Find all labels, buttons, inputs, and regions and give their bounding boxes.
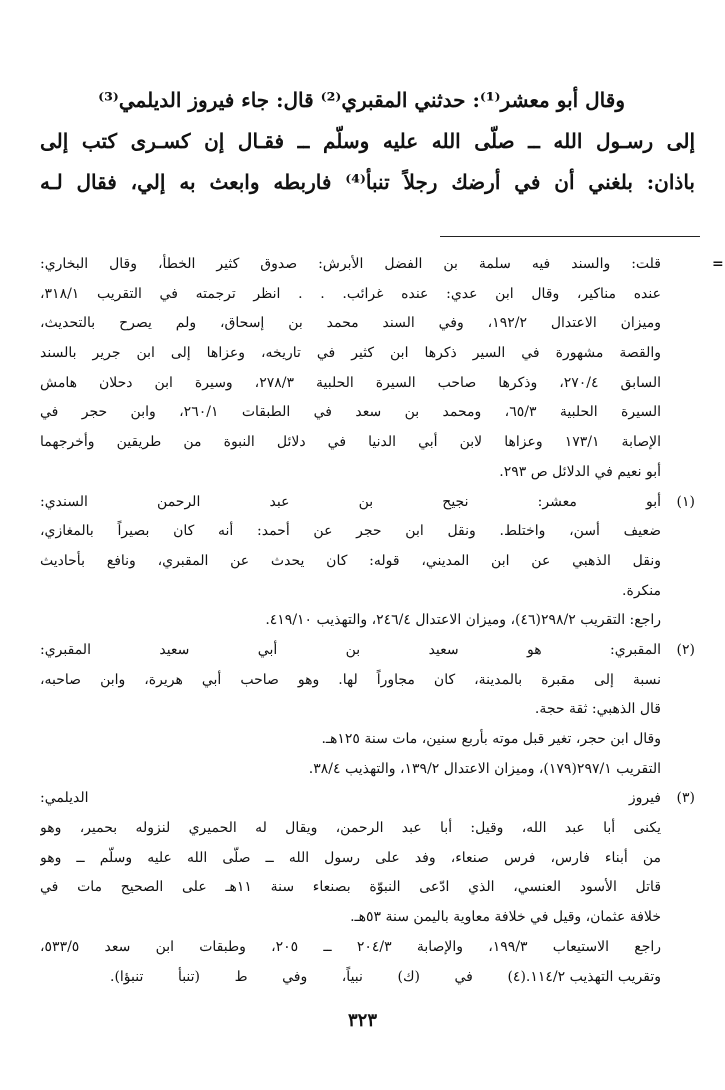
note-line: يكنى أبا عبد الله، وقيل: أبا عبد الرحمن، ويقال له الحميري لنزوله بحمير، وهو — [40, 820, 661, 837]
note-line: التقريب ٢٩٧/١(١٧٩)، وميزان الاعتدال ١٣٩/٢، والتهذيب ٣٨/٤. — [308, 760, 661, 777]
footnote-4: (٤) في (ك) نبياً، وفي ط (تنبأ تنبؤا). — [110, 968, 526, 985]
main-line-2: إلى رسـول الله ــ صلّى الله عليه وسلّم ــ فقـال إن كسـرى كتب إلى — [40, 129, 695, 153]
note-line: منكرة. — [622, 582, 661, 599]
footnote-number: (١) — [676, 493, 695, 510]
footnote-heading: المقبري: هو سعيد بن أبي سعيد المقبري: — [40, 641, 661, 658]
main-line-3: باذان: بلغني أن في أرضك رجلاً تنبأ⁽⁴⁾ فاربطه وابعث به إلي، فقال لـه — [40, 170, 695, 194]
note-line: قال الذهبي: ثقة حجة. — [534, 701, 661, 718]
note-line: راجع الاستيعاب ١٩٩/٣، والإصابة ٢٠٤/٣ ــ ٢٠٥، وطبقات ابن سعد ٥٣٣/٥، — [40, 938, 661, 955]
note-line: نسبة إلى مقبرة بالمدينة، كان مجاوراً لها. وهو صاحب أبي هريرة، وابن صاحبه، — [40, 671, 661, 688]
note-line: عنده مناكير، وقال ابن عدي: عنده غرائب. . . انظر ترجمته في التقريب ٣١٨/١، — [40, 285, 661, 302]
footnote-heading: فيروز الديلمي: — [40, 790, 661, 807]
footnote-heading: أبو معشر: نجيح بن عبد الرحمن السندي: — [40, 493, 661, 510]
note-line: ونقل الذهبي عن ابن المديني، قوله: كان يحدث عن المقبري، ونافع بأحاديث — [40, 552, 661, 569]
main-text — [40, 80, 695, 203]
footnotes — [40, 250, 695, 992]
note-line: قاتل الأسود العنسي، الذي ادّعى النبوّة بصنعاء سنة ١١هـ على الصحيح مات في — [40, 879, 662, 896]
note-line: قلت: والسند فيه سلمة بن الفضل الأبرش: صدوق كثير الخطأ، وقال البخاري: — [40, 256, 661, 272]
continuation-mark: = — [712, 256, 724, 272]
note-line: من أبناء فارس، فرس صنعاء، وفد على رسول الله ــ صلّى الله عليه وسلّم ــ وهو — [40, 849, 661, 866]
note-line: السابق ٢٧٠/٤، وذكرها صاحب السيرة الحلبية ٢٧٨/٣، وسيرة ابن دحلان هامش — [40, 374, 661, 391]
note-line: وميزان الاعتدال ١٩٢/٢، وفي السند محمد بن إسحاق، ولم يصرح بالتحديث، — [40, 315, 661, 332]
main-line-1: وقال أبو معشر⁽¹⁾: حدثني المقبري⁽²⁾ قال: جاء فيروز الديلمي⁽³⁾ — [98, 88, 625, 112]
note-line: السيرة الحلبية ٦٥/٣، ومحمد بن سعد في الطبقات ٢٦٠/١، وابن حجر في — [40, 404, 661, 421]
note-line-shared — [40, 963, 695, 993]
footnote-3-head — [40, 784, 695, 814]
page-number: ٣٢٣ — [347, 1010, 377, 1031]
footnote-number: (٣) — [676, 790, 695, 807]
footnote-separator — [440, 236, 700, 237]
footnote-1-head — [40, 488, 695, 518]
note-line: خلافة عثمان، وقيل في خلافة معاوية باليمن سنة ٥٣هـ. — [350, 909, 661, 926]
note-line: وقال ابن حجر، تغير قبل موته بأربع سنين، مات سنة ١٢٥هـ. — [321, 731, 661, 747]
footnote-2-head — [40, 636, 695, 666]
note-line: الإصابة ١٧٣/١ وعزاها لابن أبي الدنيا في دلائل النبوة من طريقين وأخرجهما — [40, 434, 661, 451]
note-line: ضعيف أسن، واختلط. ونقل ابن حجر عن أحمد: أنه كان بصيراً بالمغازي، — [40, 523, 661, 540]
note-line: أبو نعيم في الدلائل ص ٢٩٣. — [499, 463, 661, 480]
note-line: والقصة مشهورة في السير ذكرها ابن كثير في تاريخه، وعزاها إلى ابن جرير بالسند — [40, 345, 661, 362]
note-line: وتقريب التهذيب ١١٤/٢. — [525, 968, 661, 985]
footnote-number: (٢) — [676, 641, 695, 658]
note-line: راجع: التقريب ٢٩٨/٢(٤٦)، وميزان الاعتدال ٢٤٦/٤، والتهذيب ٤١٩/١٠. — [265, 612, 661, 629]
